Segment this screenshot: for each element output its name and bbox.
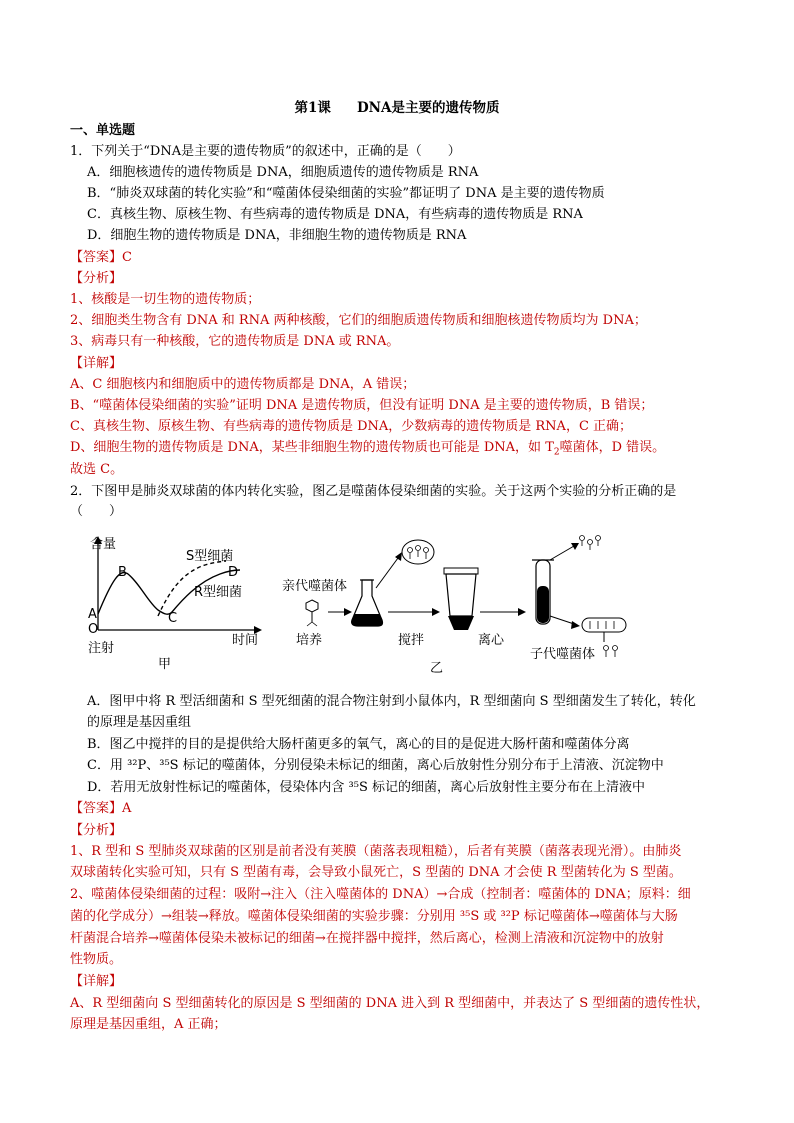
- origin-o: O: [88, 622, 99, 637]
- q2-analysis-line: 菌的化学成分）→组装→释放。噬菌体侵染细菌的实验步骤：分别用 ³⁵S 或 ³²P 标记噬菌体→噬菌体与大肠: [70, 909, 678, 924]
- q2-option-a-cont: 的原理是基因重组: [87, 715, 192, 730]
- q2-analysis-line: 双球菌转化实验可知，只有 S 型菌有毒，会导致小鼠死亡，S 型菌的 DNA 才会使 R 型菌转化为 S 型菌。: [70, 865, 682, 880]
- cell-with-phages-icon: [402, 540, 434, 564]
- offspring-phage-label: 子代噬菌体: [530, 647, 596, 662]
- page-title: [0, 96, 794, 116]
- point-c: C: [168, 611, 178, 626]
- answer-value: A: [122, 801, 132, 816]
- q2-analysis-line: 杆菌混合培养→噬菌体侵染未被标记的细菌→在搅拌器中搅拌，然后离心，检测上清液和沉淀物中的放射: [70, 931, 664, 946]
- section-heading: 一、单选题: [70, 123, 136, 138]
- q2-analysis-line: 性物质。: [70, 952, 123, 967]
- q1-option-c: C．真核生物、原核生物、有些病毒的遗传物质是 DNA，有些病毒的遗传物质是 RNA: [87, 207, 583, 222]
- lesson-number: 第1课: [294, 100, 331, 116]
- q2-analysis-line: 1、R 型和 S 型肺炎双球菌的区别是前者没有荚膜（菌落表现粗糙），后者有荚膜（菌落表现光滑）。由肺炎: [70, 844, 682, 859]
- q2-option-b: B．图乙中搅拌的目的是提供给大肠杆菌更多的氧气，离心的目的是促进大肠杆菌和噬菌体分离: [87, 737, 630, 752]
- q1-analysis-line: 3、病毒只有一种核酸，它的遗传物质是 DNA 或 RNA。: [70, 334, 400, 349]
- stir-label: 搅拌: [398, 633, 425, 648]
- phage-icon: [306, 600, 318, 626]
- answer-label: 【答案】: [70, 801, 123, 816]
- q2-analysis-line: 2、噬菌体侵染细菌的过程：吸附→注入（注入噬菌体的 DNA）→合成（控制者：噬菌体的 DNA；原料：细: [70, 887, 691, 902]
- inject-label: 注射: [88, 641, 115, 656]
- parent-phage-label: 亲代噬菌体: [282, 579, 348, 594]
- x-axis-label: 时间: [232, 633, 259, 648]
- figure-yi-process: [282, 536, 626, 676]
- q1-analysis-label: 【分析】: [70, 271, 123, 286]
- q1-option-d: D．细胞生物的遗传物质是 DNA，非细胞生物的遗传物质是 RNA: [87, 228, 467, 243]
- tube-icon: [532, 560, 554, 624]
- point-b: B: [118, 565, 127, 580]
- q1-conclusion: 故选 C。: [70, 462, 124, 477]
- r-curve-label: R型细菌: [194, 585, 243, 600]
- q2-stem-blank: （ ）: [70, 504, 123, 519]
- q2-analysis-label: 【分析】: [70, 823, 123, 838]
- subscript: 2: [553, 447, 560, 458]
- q2-option-a: A．图甲中将 R 型活细菌和 S 型死细菌的混合物注射到小鼠体内，R 型细菌向 S 型细菌发生了转化，转化: [87, 694, 696, 709]
- q1-detail-line-d: [70, 436, 665, 458]
- q1-analysis-line: 1、核酸是一切生物的遗传物质；: [70, 292, 261, 307]
- point-a: A: [88, 607, 97, 622]
- figure-caption-yi: 乙: [430, 661, 444, 675]
- q2-detail-line: A、R 型细菌向 S 型细菌转化的原因是 S 型细菌的 DNA 进入到 R 型细菌中，并表达了 S 型细菌的遗传性状，: [70, 996, 710, 1011]
- q1-detail-line: A、C 细胞核内和细胞质中的遗传物质都是 DNA，A 错误；: [70, 377, 416, 392]
- culture-label: 培养: [296, 633, 323, 648]
- lesson-title: DNA是主要的遗传物质: [356, 100, 500, 116]
- q2-option-d: D．若用无放射性标记的噬菌体，侵染体内含 ³⁵S 标记的细菌，离心后放射性主要分布在上清液中: [87, 780, 646, 795]
- q2-detail-line: 原理是基因重组，A 正确；: [70, 1017, 227, 1032]
- q2-detail-label: 【详解】: [70, 974, 123, 989]
- q2-answer: [70, 797, 131, 816]
- q2-figure: [70, 530, 750, 675]
- q1-detail-line: C、真核生物、原核生物、有些病毒的遗传物质是 DNA，少数病毒的遗传物质是 RNA，C 正确；: [70, 419, 633, 434]
- detail-text: 噬菌体，D 错误。: [559, 440, 666, 455]
- figure-jia-graph: [88, 536, 262, 672]
- q1-option-a: A．细胞核遗传的遗传物质是 DNA，细胞质遗传的遗传物质是 RNA: [87, 165, 479, 180]
- centrifuge-label: 离心: [478, 633, 505, 648]
- offspring-phage-icon: [604, 646, 618, 658]
- detail-text: D、细胞生物的遗传物质是 DNA，某些非细胞生物的遗传物质也可能是 DNA，如 T: [70, 440, 554, 455]
- q1-answer: [70, 246, 132, 265]
- q1-detail-label: 【详解】: [70, 356, 123, 371]
- answer-label: 【答案】: [70, 250, 123, 265]
- q1-detail-line: B、“噬菌体侵染细菌的实验”证明 DNA 是遗传物质，但没有证明 DNA 是主要的遗传物质，B 错误；: [70, 398, 654, 413]
- q1-option-b: B．“肺炎双球菌的转化实验”和“噬菌体侵染细菌的实验”都证明了 DNA 是主要的遗传物质: [87, 186, 605, 201]
- s-curve-label: S型细菌: [186, 549, 234, 564]
- supernatant-phages-icon: [580, 536, 601, 551]
- figure-caption-jia: 甲: [158, 657, 172, 672]
- answer-value: C: [122, 250, 132, 265]
- y-axis-label: 含量: [90, 537, 117, 552]
- blender-icon: [444, 568, 478, 630]
- q2-option-c: C．用 ³²P、³⁵S 标记的噬菌体，分别侵染未标记的细菌，离心后放射性分别分布于上清液、沉淀物中: [87, 758, 664, 773]
- q1-stem: 1．下列关于“DNA是主要的遗传物质”的叙述中，正确的是（ ）: [70, 144, 461, 159]
- flask-icon: [352, 580, 383, 626]
- point-d: D: [228, 565, 239, 580]
- q1-analysis-line: 2、细胞类生物含有 DNA 和 RNA 两种核酸，它们的细胞质遗传物质和细胞核遗传物质均为 DNA；: [70, 313, 647, 328]
- q2-stem: 2．下图甲是肺炎双球菌的体内转化实验，图乙是噬菌体侵染细菌的实验。关于这两个实验的分析正确的是: [70, 484, 677, 499]
- sediment-cells-icon: [582, 618, 626, 632]
